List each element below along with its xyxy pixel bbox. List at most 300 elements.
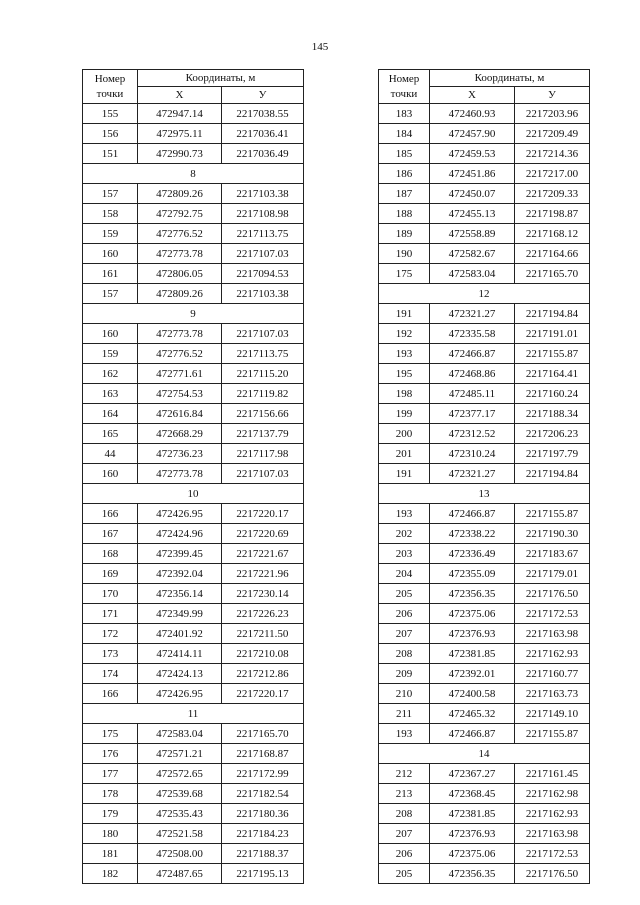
table-row xyxy=(379,224,590,244)
y-coordinate-cell: 2217163.73 xyxy=(515,684,590,704)
y-coordinate-cell: 2217230.14 xyxy=(222,584,304,604)
point-number-cell: 185 xyxy=(379,144,430,164)
section-number: 8 xyxy=(83,164,304,184)
y-coordinate-cell: 2217180.36 xyxy=(222,804,304,824)
point-number-cell: 206 xyxy=(379,844,430,864)
y-coordinate-cell: 2217119.82 xyxy=(222,384,304,404)
section-number: 9 xyxy=(83,304,304,324)
point-number-cell: 207 xyxy=(379,824,430,844)
x-coordinate-cell: 472583.04 xyxy=(138,724,222,744)
x-coordinate-cell: 472539.68 xyxy=(138,784,222,804)
section-number: 14 xyxy=(379,744,590,764)
x-coordinate-cell: 472776.52 xyxy=(138,344,222,364)
section-number: 10 xyxy=(83,484,304,504)
x-coordinate-cell: 472381.85 xyxy=(430,644,515,664)
y-coordinate-cell: 2217162.93 xyxy=(515,804,590,824)
point-number-cell: 209 xyxy=(379,664,430,684)
point-number-cell: 207 xyxy=(379,624,430,644)
point-number-cell: 195 xyxy=(379,364,430,384)
table-row xyxy=(83,624,304,644)
table-row xyxy=(379,704,590,724)
y-coordinate-cell: 2217137.79 xyxy=(222,424,304,444)
point-number-cell: 201 xyxy=(379,444,430,464)
page-number: 145 xyxy=(311,41,329,53)
table-row xyxy=(83,524,304,544)
y-coordinate-cell: 2217214.36 xyxy=(515,144,590,164)
point-number-cell: 189 xyxy=(379,224,430,244)
x-coordinate-cell: 472558.89 xyxy=(430,224,515,244)
x-coordinate-cell: 472792.75 xyxy=(138,204,222,224)
point-number-cell: 172 xyxy=(83,624,138,644)
x-coordinate-cell: 472736.23 xyxy=(138,444,222,464)
y-coordinate-cell: 2217221.67 xyxy=(222,544,304,564)
x-coordinate-cell: 472773.78 xyxy=(138,324,222,344)
point-number-cell: 192 xyxy=(379,324,430,344)
x-coordinate-cell: 472466.87 xyxy=(430,724,515,744)
x-coordinate-cell: 472451.86 xyxy=(430,164,515,184)
y-coordinate-cell: 2217162.98 xyxy=(515,784,590,804)
table-row xyxy=(379,424,590,444)
x-coordinate-cell: 472521.58 xyxy=(138,824,222,844)
point-number-cell: 156 xyxy=(83,124,138,144)
table-row xyxy=(83,664,304,684)
point-number-cell: 44 xyxy=(83,444,138,464)
table-row xyxy=(379,664,590,684)
point-number-cell: 182 xyxy=(83,864,138,884)
table-row xyxy=(83,764,304,784)
section-number: 11 xyxy=(83,704,304,724)
x-coordinate-cell: 472450.07 xyxy=(430,184,515,204)
point-number-cell: 168 xyxy=(83,544,138,564)
x-coordinate-cell: 472975.11 xyxy=(138,124,222,144)
table-row xyxy=(83,324,304,344)
point-number-cell: 193 xyxy=(379,504,430,524)
point-number-cell: 212 xyxy=(379,764,430,784)
y-coordinate-cell: 2217155.87 xyxy=(515,504,590,524)
x-coordinate-cell: 472508.00 xyxy=(138,844,222,864)
y-coordinate-cell: 2217203.96 xyxy=(515,104,590,124)
table-row xyxy=(83,684,304,704)
y-coordinate-cell: 2217165.70 xyxy=(222,724,304,744)
x-coordinate-cell: 472321.27 xyxy=(430,464,515,484)
section-row xyxy=(83,304,304,324)
y-coordinate-cell: 2217036.41 xyxy=(222,124,304,144)
x-coordinate-cell: 472310.24 xyxy=(430,444,515,464)
point-number-cell: 160 xyxy=(83,324,138,344)
point-number-cell: 206 xyxy=(379,604,430,624)
y-coordinate-cell: 2217190.30 xyxy=(515,524,590,544)
y-coordinate-cell: 2217194.84 xyxy=(515,464,590,484)
section-number: 13 xyxy=(379,484,590,504)
table-row xyxy=(83,584,304,604)
point-number-cell: 211 xyxy=(379,704,430,724)
y-coordinate-cell: 2217217.00 xyxy=(515,164,590,184)
point-number-cell: 190 xyxy=(379,244,430,264)
table-row xyxy=(379,304,590,324)
x-coordinate-cell: 472487.65 xyxy=(138,864,222,884)
x-coordinate-cell: 472414.11 xyxy=(138,644,222,664)
y-coordinate-cell: 2217188.34 xyxy=(515,404,590,424)
table-row xyxy=(379,784,590,804)
point-number-cell: 157 xyxy=(83,284,138,304)
header-x: X xyxy=(430,87,515,104)
point-number-cell: 174 xyxy=(83,664,138,684)
y-coordinate-cell: 2217163.98 xyxy=(515,824,590,844)
point-number-cell: 175 xyxy=(379,264,430,284)
y-coordinate-cell: 2217226.23 xyxy=(222,604,304,624)
header-coordinates: Координаты, м xyxy=(430,70,590,87)
section-row xyxy=(379,484,590,504)
y-coordinate-cell: 2217221.96 xyxy=(222,564,304,584)
table-row xyxy=(379,864,590,884)
y-coordinate-cell: 2217179.01 xyxy=(515,564,590,584)
x-coordinate-cell: 472468.86 xyxy=(430,364,515,384)
y-coordinate-cell: 2217195.13 xyxy=(222,864,304,884)
table-row xyxy=(379,204,590,224)
table-row xyxy=(379,564,590,584)
point-number-cell: 166 xyxy=(83,684,138,704)
table-row xyxy=(379,344,590,364)
x-coordinate-cell: 472809.26 xyxy=(138,184,222,204)
x-coordinate-cell: 472377.17 xyxy=(430,404,515,424)
y-coordinate-cell: 2217172.99 xyxy=(222,764,304,784)
y-coordinate-cell: 2217198.87 xyxy=(515,204,590,224)
y-coordinate-cell: 2217103.38 xyxy=(222,284,304,304)
y-coordinate-cell: 2217113.75 xyxy=(222,224,304,244)
header-point-number: Номер точки xyxy=(379,70,430,104)
y-coordinate-cell: 2217163.98 xyxy=(515,624,590,644)
point-number-cell: 159 xyxy=(83,224,138,244)
x-coordinate-cell: 472338.22 xyxy=(430,524,515,544)
point-number-cell: 159 xyxy=(83,344,138,364)
x-coordinate-cell: 472349.99 xyxy=(138,604,222,624)
point-number-cell: 208 xyxy=(379,644,430,664)
table-row xyxy=(379,404,590,424)
x-coordinate-cell: 472455.13 xyxy=(430,204,515,224)
y-coordinate-cell: 2217168.12 xyxy=(515,224,590,244)
table-row xyxy=(379,544,590,564)
y-coordinate-cell: 2217036.49 xyxy=(222,144,304,164)
x-coordinate-cell: 472754.53 xyxy=(138,384,222,404)
point-number-cell: 200 xyxy=(379,424,430,444)
section-number: 12 xyxy=(379,284,590,304)
y-coordinate-cell: 2217107.03 xyxy=(222,324,304,344)
table-row xyxy=(379,144,590,164)
section-row xyxy=(379,284,590,304)
table-row xyxy=(83,644,304,664)
table-row xyxy=(379,324,590,344)
section-row xyxy=(83,704,304,724)
x-coordinate-cell: 472381.85 xyxy=(430,804,515,824)
point-number-cell: 181 xyxy=(83,844,138,864)
table-row xyxy=(379,604,590,624)
point-number-cell: 167 xyxy=(83,524,138,544)
y-coordinate-cell: 2217206.23 xyxy=(515,424,590,444)
x-coordinate-cell: 472426.95 xyxy=(138,504,222,524)
table-row xyxy=(83,604,304,624)
point-number-cell: 173 xyxy=(83,644,138,664)
table-row xyxy=(83,544,304,564)
y-coordinate-cell: 2217108.98 xyxy=(222,204,304,224)
header-x: X xyxy=(138,87,222,104)
point-number-cell: 184 xyxy=(379,124,430,144)
x-coordinate-cell: 472367.27 xyxy=(430,764,515,784)
point-number-cell: 187 xyxy=(379,184,430,204)
x-coordinate-cell: 472375.06 xyxy=(430,844,515,864)
y-coordinate-cell: 2217183.67 xyxy=(515,544,590,564)
x-coordinate-cell: 472375.06 xyxy=(430,604,515,624)
point-number-cell: 186 xyxy=(379,164,430,184)
point-number-cell: 205 xyxy=(379,584,430,604)
point-number-cell: 164 xyxy=(83,404,138,424)
x-coordinate-cell: 472572.65 xyxy=(138,764,222,784)
y-coordinate-cell: 2217220.17 xyxy=(222,684,304,704)
point-number-cell: 157 xyxy=(83,184,138,204)
table-row xyxy=(83,724,304,744)
table-row xyxy=(83,864,304,884)
point-number-cell: 204 xyxy=(379,564,430,584)
x-coordinate-cell: 472809.26 xyxy=(138,284,222,304)
y-coordinate-cell: 2217172.53 xyxy=(515,604,590,624)
x-coordinate-cell: 472466.87 xyxy=(430,344,515,364)
y-coordinate-cell: 2217161.45 xyxy=(515,764,590,784)
y-coordinate-cell: 2217115.20 xyxy=(222,364,304,384)
x-coordinate-cell: 472571.21 xyxy=(138,744,222,764)
table-row xyxy=(83,104,304,124)
x-coordinate-cell: 472312.52 xyxy=(430,424,515,444)
x-coordinate-cell: 472368.45 xyxy=(430,784,515,804)
table-row xyxy=(83,364,304,384)
x-coordinate-cell: 472376.93 xyxy=(430,624,515,644)
point-number-cell: 193 xyxy=(379,724,430,744)
point-number-cell: 158 xyxy=(83,204,138,224)
table-row xyxy=(83,204,304,224)
point-number-cell: 213 xyxy=(379,784,430,804)
x-coordinate-cell: 472460.93 xyxy=(430,104,515,124)
table-row xyxy=(83,344,304,364)
y-coordinate-cell: 2217094.53 xyxy=(222,264,304,284)
table-row xyxy=(83,184,304,204)
table-row xyxy=(379,724,590,744)
table-row xyxy=(83,264,304,284)
x-coordinate-cell: 472356.35 xyxy=(430,864,515,884)
point-number-cell: 160 xyxy=(83,464,138,484)
header-point-number: Номер точки xyxy=(83,70,138,104)
x-coordinate-cell: 472806.05 xyxy=(138,264,222,284)
x-coordinate-cell: 472459.53 xyxy=(430,144,515,164)
point-number-cell: 180 xyxy=(83,824,138,844)
table-row xyxy=(83,404,304,424)
table-row xyxy=(379,264,590,284)
table-row xyxy=(379,624,590,644)
point-number-cell: 205 xyxy=(379,864,430,884)
point-number-cell: 199 xyxy=(379,404,430,424)
table-row xyxy=(83,464,304,484)
table-row xyxy=(379,124,590,144)
x-coordinate-cell: 472465.32 xyxy=(430,704,515,724)
point-number-cell: 170 xyxy=(83,584,138,604)
y-coordinate-cell: 2217164.41 xyxy=(515,364,590,384)
x-coordinate-cell: 472424.96 xyxy=(138,524,222,544)
table-row xyxy=(83,784,304,804)
table-row xyxy=(379,444,590,464)
point-number-cell: 162 xyxy=(83,364,138,384)
point-number-cell: 178 xyxy=(83,784,138,804)
x-coordinate-cell: 472773.78 xyxy=(138,464,222,484)
x-coordinate-cell: 472990.73 xyxy=(138,144,222,164)
table-row xyxy=(83,564,304,584)
table-row xyxy=(83,504,304,524)
y-coordinate-cell: 2217197.79 xyxy=(515,444,590,464)
y-coordinate-cell: 2217156.66 xyxy=(222,404,304,424)
x-coordinate-cell: 472583.04 xyxy=(430,264,515,284)
header-coordinates: Координаты, м xyxy=(138,70,304,87)
point-number-cell: 202 xyxy=(379,524,430,544)
x-coordinate-cell: 472399.45 xyxy=(138,544,222,564)
table-row xyxy=(83,744,304,764)
table-row xyxy=(379,684,590,704)
y-coordinate-cell: 2217220.69 xyxy=(222,524,304,544)
x-coordinate-cell: 472485.11 xyxy=(430,384,515,404)
x-coordinate-cell: 472355.09 xyxy=(430,564,515,584)
x-coordinate-cell: 472771.61 xyxy=(138,364,222,384)
coordinates-table-right xyxy=(378,69,590,884)
table-row xyxy=(83,284,304,304)
y-coordinate-cell: 2217103.38 xyxy=(222,184,304,204)
table-row xyxy=(379,464,590,484)
table-row xyxy=(379,764,590,784)
y-coordinate-cell: 2217176.50 xyxy=(515,584,590,604)
point-number-cell: 166 xyxy=(83,504,138,524)
table-row xyxy=(379,104,590,124)
x-coordinate-cell: 472376.93 xyxy=(430,824,515,844)
point-number-cell: 198 xyxy=(379,384,430,404)
table-row xyxy=(83,424,304,444)
table-row xyxy=(83,844,304,864)
point-number-cell: 151 xyxy=(83,144,138,164)
x-coordinate-cell: 472356.14 xyxy=(138,584,222,604)
y-coordinate-cell: 2217038.55 xyxy=(222,104,304,124)
table-row xyxy=(83,804,304,824)
x-coordinate-cell: 472356.35 xyxy=(430,584,515,604)
table-row xyxy=(83,444,304,464)
x-coordinate-cell: 472668.29 xyxy=(138,424,222,444)
y-coordinate-cell: 2217191.01 xyxy=(515,324,590,344)
table-row xyxy=(83,384,304,404)
section-row xyxy=(83,484,304,504)
x-coordinate-cell: 472773.78 xyxy=(138,244,222,264)
header-y: У xyxy=(515,87,590,104)
point-number-cell: 175 xyxy=(83,724,138,744)
y-coordinate-cell: 2217211.50 xyxy=(222,624,304,644)
point-number-cell: 188 xyxy=(379,204,430,224)
x-coordinate-cell: 472335.58 xyxy=(430,324,515,344)
point-number-cell: 210 xyxy=(379,684,430,704)
point-number-cell: 165 xyxy=(83,424,138,444)
table-row xyxy=(379,644,590,664)
table-row xyxy=(83,144,304,164)
y-coordinate-cell: 2217165.70 xyxy=(515,264,590,284)
y-coordinate-cell: 2217210.08 xyxy=(222,644,304,664)
y-coordinate-cell: 2217188.37 xyxy=(222,844,304,864)
point-number-cell: 160 xyxy=(83,244,138,264)
point-number-cell: 193 xyxy=(379,344,430,364)
table-row xyxy=(379,844,590,864)
point-number-cell: 179 xyxy=(83,804,138,824)
x-coordinate-cell: 472535.43 xyxy=(138,804,222,824)
table-row xyxy=(83,224,304,244)
table-row xyxy=(83,124,304,144)
x-coordinate-cell: 472466.87 xyxy=(430,504,515,524)
x-coordinate-cell: 472392.01 xyxy=(430,664,515,684)
table-row xyxy=(379,824,590,844)
table-row xyxy=(379,504,590,524)
y-coordinate-cell: 2217107.03 xyxy=(222,464,304,484)
point-number-cell: 171 xyxy=(83,604,138,624)
y-coordinate-cell: 2217194.84 xyxy=(515,304,590,324)
table-row xyxy=(379,164,590,184)
y-coordinate-cell: 2217155.87 xyxy=(515,724,590,744)
table-row xyxy=(379,804,590,824)
table-row xyxy=(379,184,590,204)
y-coordinate-cell: 2217172.53 xyxy=(515,844,590,864)
coordinates-table-left xyxy=(82,69,304,884)
x-coordinate-cell: 472776.52 xyxy=(138,224,222,244)
table-row xyxy=(379,584,590,604)
y-coordinate-cell: 2217149.10 xyxy=(515,704,590,724)
x-coordinate-cell: 472321.27 xyxy=(430,304,515,324)
y-coordinate-cell: 2217164.66 xyxy=(515,244,590,264)
table-row xyxy=(83,244,304,264)
x-coordinate-cell: 472457.90 xyxy=(430,124,515,144)
x-coordinate-cell: 472424.13 xyxy=(138,664,222,684)
point-number-cell: 155 xyxy=(83,104,138,124)
x-coordinate-cell: 472947.14 xyxy=(138,104,222,124)
y-coordinate-cell: 2217209.33 xyxy=(515,184,590,204)
table-row xyxy=(379,364,590,384)
y-coordinate-cell: 2217212.86 xyxy=(222,664,304,684)
y-coordinate-cell: 2217160.77 xyxy=(515,664,590,684)
y-coordinate-cell: 2217107.03 xyxy=(222,244,304,264)
section-row xyxy=(83,164,304,184)
point-number-cell: 177 xyxy=(83,764,138,784)
point-number-cell: 191 xyxy=(379,464,430,484)
point-number-cell: 163 xyxy=(83,384,138,404)
x-coordinate-cell: 472616.84 xyxy=(138,404,222,424)
y-coordinate-cell: 2217160.24 xyxy=(515,384,590,404)
point-number-cell: 191 xyxy=(379,304,430,324)
y-coordinate-cell: 2217182.54 xyxy=(222,784,304,804)
y-coordinate-cell: 2217176.50 xyxy=(515,864,590,884)
section-row xyxy=(379,744,590,764)
x-coordinate-cell: 472336.49 xyxy=(430,544,515,564)
x-coordinate-cell: 472392.04 xyxy=(138,564,222,584)
y-coordinate-cell: 2217113.75 xyxy=(222,344,304,364)
y-coordinate-cell: 2217209.49 xyxy=(515,124,590,144)
point-number-cell: 203 xyxy=(379,544,430,564)
y-coordinate-cell: 2217162.93 xyxy=(515,644,590,664)
table-row xyxy=(379,244,590,264)
header-y: У xyxy=(222,87,304,104)
table-row xyxy=(379,384,590,404)
y-coordinate-cell: 2217155.87 xyxy=(515,344,590,364)
point-number-cell: 169 xyxy=(83,564,138,584)
x-coordinate-cell: 472426.95 xyxy=(138,684,222,704)
x-coordinate-cell: 472400.58 xyxy=(430,684,515,704)
point-number-cell: 161 xyxy=(83,264,138,284)
y-coordinate-cell: 2217220.17 xyxy=(222,504,304,524)
table-row xyxy=(379,524,590,544)
